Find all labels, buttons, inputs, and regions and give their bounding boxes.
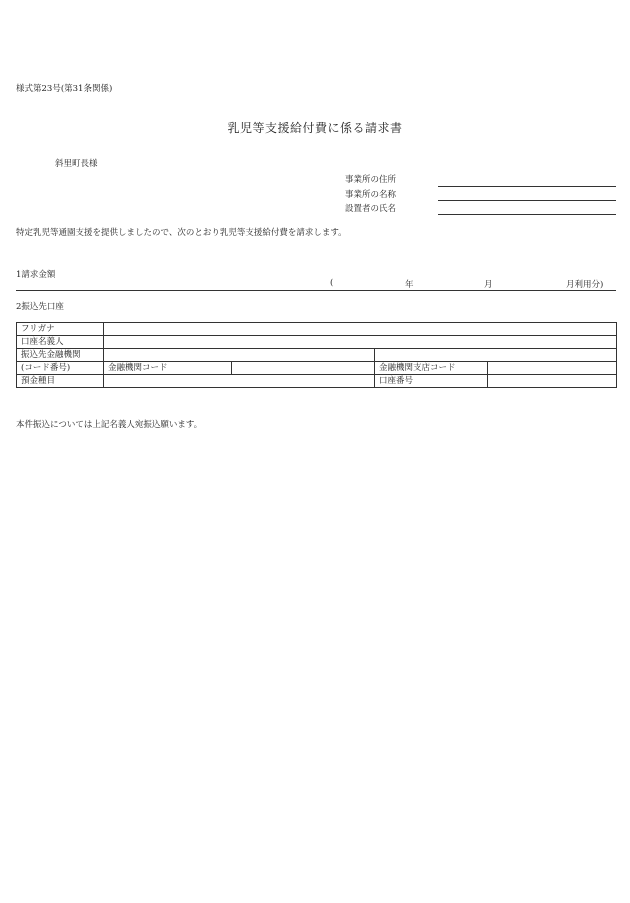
table-row xyxy=(17,336,617,349)
form-number: 様式第23号(第31条関係) xyxy=(16,84,113,94)
table-row xyxy=(17,375,617,388)
furigana-label: フリガナ xyxy=(17,323,104,336)
account-holder-label: 口座名義人 xyxy=(17,336,104,349)
code-number-label: (コード番号) xyxy=(17,362,104,375)
deposit-type-field[interactable] xyxy=(104,375,375,388)
bank-name-field[interactable] xyxy=(104,349,375,362)
page-title: 乳児等支援給付費に係る請求書 xyxy=(227,121,403,135)
account-number-label: 口座番号 xyxy=(375,375,488,388)
furigana-field[interactable] xyxy=(104,323,617,336)
account-number-field[interactable] xyxy=(488,375,617,388)
request-statement: 特定乳児等通園支援を提供しましたので、次のとおり乳児等支援給付費を請求します。 xyxy=(16,228,347,238)
bank-account-table xyxy=(16,322,617,388)
account-holder-field[interactable] xyxy=(104,336,617,349)
period-month: 月 xyxy=(484,280,493,290)
branch-code-label: 金融機関支店コード xyxy=(375,362,488,375)
footer-note: 本件振込については上記名義人宛振込願います。 xyxy=(16,420,203,430)
table-row xyxy=(17,349,617,362)
address-label: 事業所の住所 xyxy=(345,175,397,185)
branch-name-field[interactable] xyxy=(375,349,617,362)
addressee: 斜里町長様 xyxy=(55,159,98,169)
business-name-label: 事業所の名称 xyxy=(345,190,397,200)
address-line xyxy=(438,186,616,187)
bank-code-field[interactable] xyxy=(232,362,375,375)
period-year: 年 xyxy=(405,280,414,290)
amount-underline xyxy=(16,290,616,291)
section2-heading: 2振込先口座 xyxy=(16,302,64,312)
table-row xyxy=(17,323,617,336)
bank-label: 振込先金融機関 xyxy=(17,349,104,362)
business-name-line xyxy=(438,200,616,201)
branch-code-field[interactable] xyxy=(488,362,617,375)
period-open-paren: ( xyxy=(330,278,334,288)
owner-name-line xyxy=(438,214,616,215)
table-row xyxy=(17,362,617,375)
deposit-type-label: 預金種目 xyxy=(17,375,104,388)
period-close: 月利用分) xyxy=(566,280,604,290)
section1-heading: 1請求金額 xyxy=(16,270,56,280)
owner-name-label: 設置者の氏名 xyxy=(345,204,397,214)
bank-code-label: 金融機関コード xyxy=(104,362,232,375)
